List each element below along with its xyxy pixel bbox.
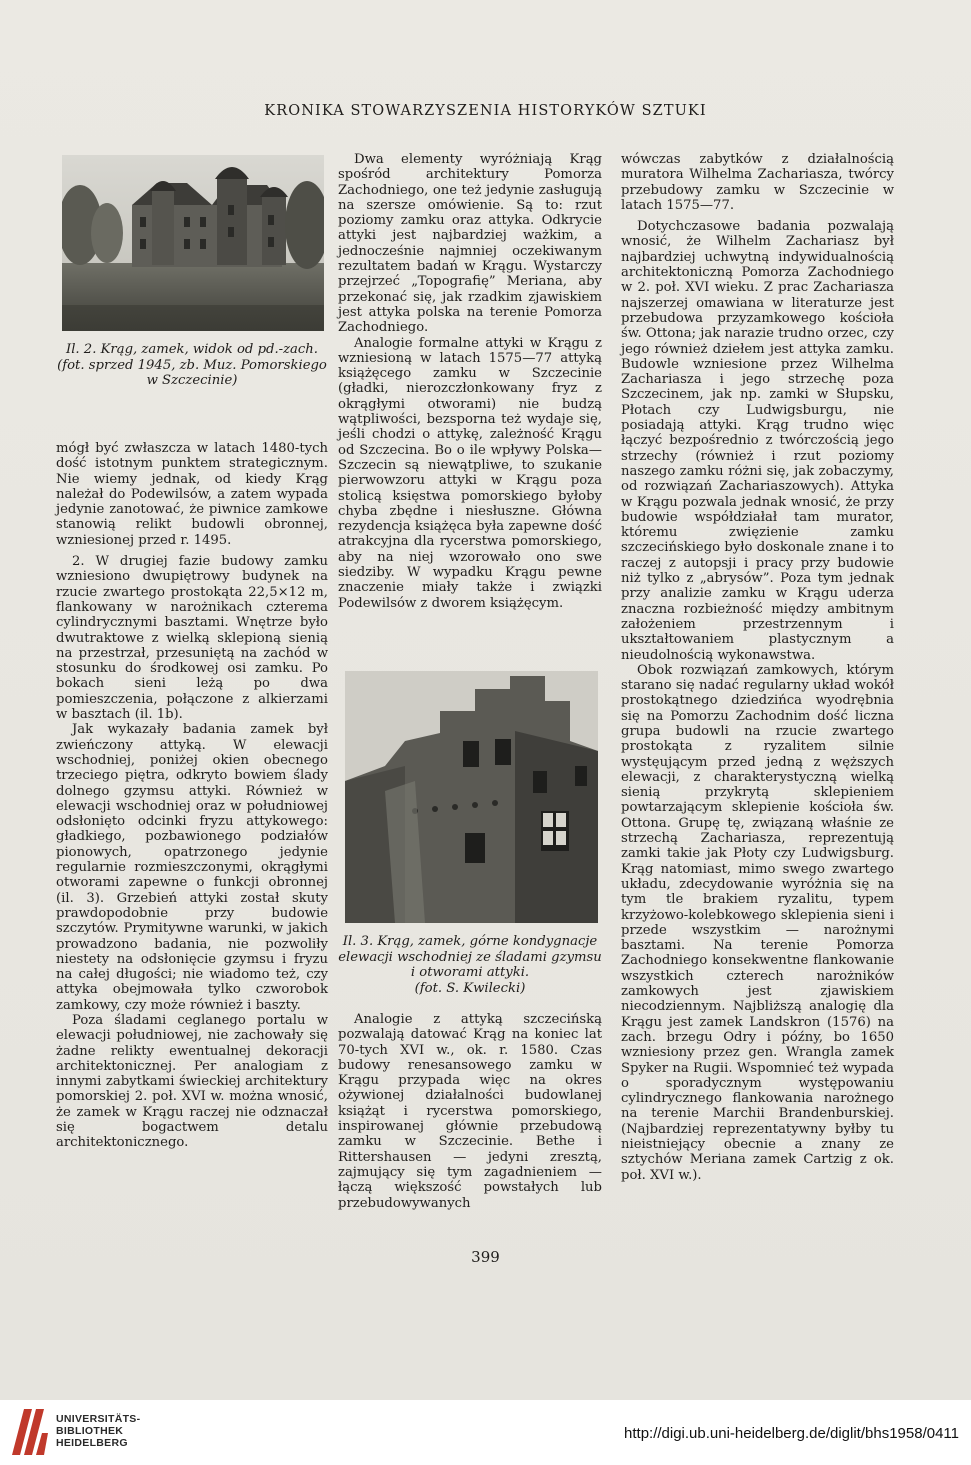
- col1-paragraph-2: 2. W drugiej fazie budowy zamku wzniesiono dwupiętrowy budynek na rzucie zwartego prostokąta 22,5×12 m, flankowany w narożnikach czterema cylindrycznymi basztami. Wnętrze było dwutraktowe z wielką sklepioną sienią na przestrzał, przesuniętą na zachód w stosunku do środkowej osi zamku. Po bokach sieni leżą po dwa pomieszczenia, połączone z alkierzami w basztach (il. 1b).: [56, 554, 328, 723]
- university-library-logo-icon: [10, 1405, 50, 1461]
- figure-2-caption: Il. 2. Krąg, zamek, widok od pd.-zach. (fot. sprzed 1945, zb. Muz. Pomorskiego w Szczecinie): [57, 342, 327, 388]
- figure-3-caption: [338, 934, 602, 996]
- column-middle-top: [338, 152, 602, 611]
- col1-paragraph-4: Poza śladami ceglanego portalu w elewacji południowej, nie zachowały się żadne relikty ewentualnej dekoracji architektonicznej. Per analogiam z innymi zabytkami świeckiej architektury pomorskiej 2. poł. XVI w. można wnosić, że zamek w Krągu raczej nie odznaczał się bogactwem detalu architektonicznego.: [56, 1012, 328, 1151]
- col2-paragraph-1: Dwa elementy wyróżniają Krąg spośród architektury Pomorza Zachodniego, one też jedynie zasługują na szersze omówienie. Są to: rzut poziomy zamku oraz attyka. Odkrycie attyki jest najbardziej ważkim, a jednocześnie najmniej oczekiwanym rezultatem badań w Krągu. Wystarczy przejrzeć „Topografię” Meriana, aby przekonać się, jak rzadkim zjawiskiem jest attyka polska na terenie Pomorza Zachodniego.: [338, 152, 602, 336]
- logo-line-3: HEIDELBERG: [56, 1437, 128, 1449]
- running-header: KRONIKA STOWARZYSZENIA HISTORYKÓW SZTUKI: [264, 103, 707, 119]
- gable-photo: [345, 671, 598, 923]
- castle-photo-image: [62, 155, 324, 331]
- col3-paragraph-3: Obok rozwiązań zamkowych, którym starano się nadać regularny układ wokół prostokątnego dziedzińca wyodrębnia się na Pomorzu Zachodnim dość liczna grupa budowli na rzucie zwartego prostokąta z ryzalitem silnie wystęującym przed jedną z węższych elewacji, z charakterystyczną wielką sienią przykrytą sklepieniem powtarzającym sklepienie kościoła św. Ottona. Grupę tę, związaną właśnie ze strzechą Zachariasza, reprezentują zamki takie jak Płoty czy Ludwigsburg. Krąg natomiast, mimo swego zwartego układu, zdecydowanie wyróżnia się na tym tle brakiem ryzalitu, typem krzyżowo-kolebkowego sklepienia sieni i przede wszystkim — narożnymi basztami. Na terenie Pomorza Zachodniego konsekwentne flankowanie wszystkich czterech narożników zamkowych jest zjawiskiem niecodziennym. Najbliższą analogię dla Krągu jest zamek Landskron (1576) na zach. brzegu Odry i późny, bo 1650 wzniesiony przez gen. Wrangla zamek Spyker na Rugii. Wspomnieć też wypada o sporadycznym występowaniu cylindrycznego flankowania narożnego na terenie Marchii Brandenburskiej. (Najbardziej reprezentatywny byłby tu nieistniejący obecnie a znany ze sztychów Meriana zamek Cartzig z ok. poł. XVI w.).: [621, 662, 894, 1183]
- col2-paragraph-2: Analogie formalne attyki w Krągu z wzniesioną w latach 1575—77 attyką książęcego zamku w Szczecinie (gładki, nierozczłonkowany fryz z okrągłymi otworami) nie budzą wątpliwości, bezsporna też wydaje się, jeśli chodzi o attykę, zależność Krągu od Szczecina. Bo o ile wpływy Polska—Szczecin są niewątpliwe, to szukanie pierwowzoru attyki w Krągu poza stolicą księstwa pomorskiego byłoby chyba zbędne i niesłuszne. Główna rezydencja książęca była zapewne dość atrakcyjna dla rycerstwa pomorskiego, aby na niej wzorowało ono swe siedziby. W wypadku Krągu pewne znaczenie miały także i związki Podewilsów z dworem książęcym.: [338, 335, 602, 611]
- col1-paragraph-3: Jak wykazały badania zamek był zwieńczony attyką. W elewacji wschodniej, poniżej okien obecnego trzeciego piętra, odkryto bowiem ślady dolnego gzymsu attyki. Również w elewacji wschodniej oraz w południowej odsłonięto odcinki fryzu attykowego: gładkiego, pozbawionego podziałów pionowych, opatrzonego jedynie regularnie rozmieszczonymi, okrągłymi otworami zapewne o funkcji obronnej (il. 3). Grzebień attyki został skuty prawdopodobnie przy budowie szczytów. Prymitywne warunki, w jakich prowadzono badania, nie pozwoliły niestety na odsłonięcie gzymsu i fryzu na całej długości; nie wiadomo też, czy attyka obejmowała tylko czworobok zamkowy, czy może również i baszty.: [56, 722, 328, 1013]
- column-middle-bottom: [338, 1012, 602, 1211]
- col3-paragraph-1: wówczas zabytków z działalnością muratora Wilhelma Zachariasza, twórcy przebudowy zamku w Szczecinie w latach 1575—77.: [621, 152, 894, 213]
- castle-photo: [62, 155, 324, 331]
- university-library-logo-text: [56, 1413, 140, 1449]
- col1-paragraph-1: mógł być zwłaszcza w latach 1480-tych dość istotnym punktem strategicznym. Nie wiemy jednak, od kiedy Krąg należał do Podewilsów, a zatem wypada jedynie zanotować, że piwnice zamkowe stanowią relikt budowli obronnej, wzniesionej przed r. 1495.: [56, 441, 328, 548]
- figure-3-photo-credit: (fot. S. Kwilecki): [414, 980, 526, 996]
- logo-line-1: UNIVERSITÄTS-: [56, 1413, 141, 1425]
- source-url-link[interactable]: http://digi.ub.uni-heidelberg.de/diglit/bhs1958/0411: [624, 1425, 959, 1442]
- figure-3-caption-text: Il. 3. Krąg, zamek, górne kondygnacje elewacji wschodniej ze śladami gzymsu i otworami attyki.: [338, 934, 602, 980]
- gable-photo-image: [345, 671, 598, 923]
- logo-line-2: BIBLIOTHEK: [56, 1425, 124, 1437]
- column-left: [56, 441, 328, 1151]
- page-number: 399: [471, 1248, 500, 1266]
- col2-paragraph-3: Analogie z attyką szczecińską pozwalają datować Krąg na koniec lat 70-tych XVI w., ok. r. 1580. Czas budowy renesansowego zamku w Krągu przypada więc na okres ożywionej działalności budowlanej książąt i rycerstwa pomorskiego, inspirowanej głównie przebudową zamku w Szczecinie. Bethe i Rittershausen — jedyni zresztą, zajmujący się tym zagadnieniem — łączą większość powstałych lub przebudowywanych: [338, 1012, 602, 1211]
- col3-paragraph-2: Dotychczasowe badania pozwalają wnosić, że Wilhelm Zachariasz był najbardziej uchwytną indywidualnością architektoniczną Pomorza Zachodniego w 2. poł. XVI wieku. Z prac Zachariasza najszerzej omawiana w literaturze jest przebudowa przyzamkowego kościoła św. Ottona; jak narazie trudno orzec, czy jego również dziełem jest attyka zamku. Budowle wzniesione przez Wilhelma Zachariasza i jego strzechę poza Szczecinem, jak np. zamki w Słupsku, Płotach czy Ludwigsburgu, nie posiadają attyki. Krąg trudno więc łączyć bezpośrednio z twórczością jego strzechy (również i rzut poziomy naszego zamku różni się, jak zobaczymy, od rozwiązań Zachariaszowych). Attyka w Krągu pozwala jednak wnosić, że przy budowie współdziałał tam murator, któremu zwięzienie zamku szczecińskiego było doskonale znane i to raczej z autopsji i pracy przy budowie niż tylko z „abrysów”. Poza tym jednak przy analizie zamku w Krągu uderza znaczna rozbieżność między ambitnym założeniem przestrzennym i ukształtowaniem plastycznym a nieudolnością wykonawstwa.: [621, 219, 894, 663]
- column-right: [621, 152, 894, 1183]
